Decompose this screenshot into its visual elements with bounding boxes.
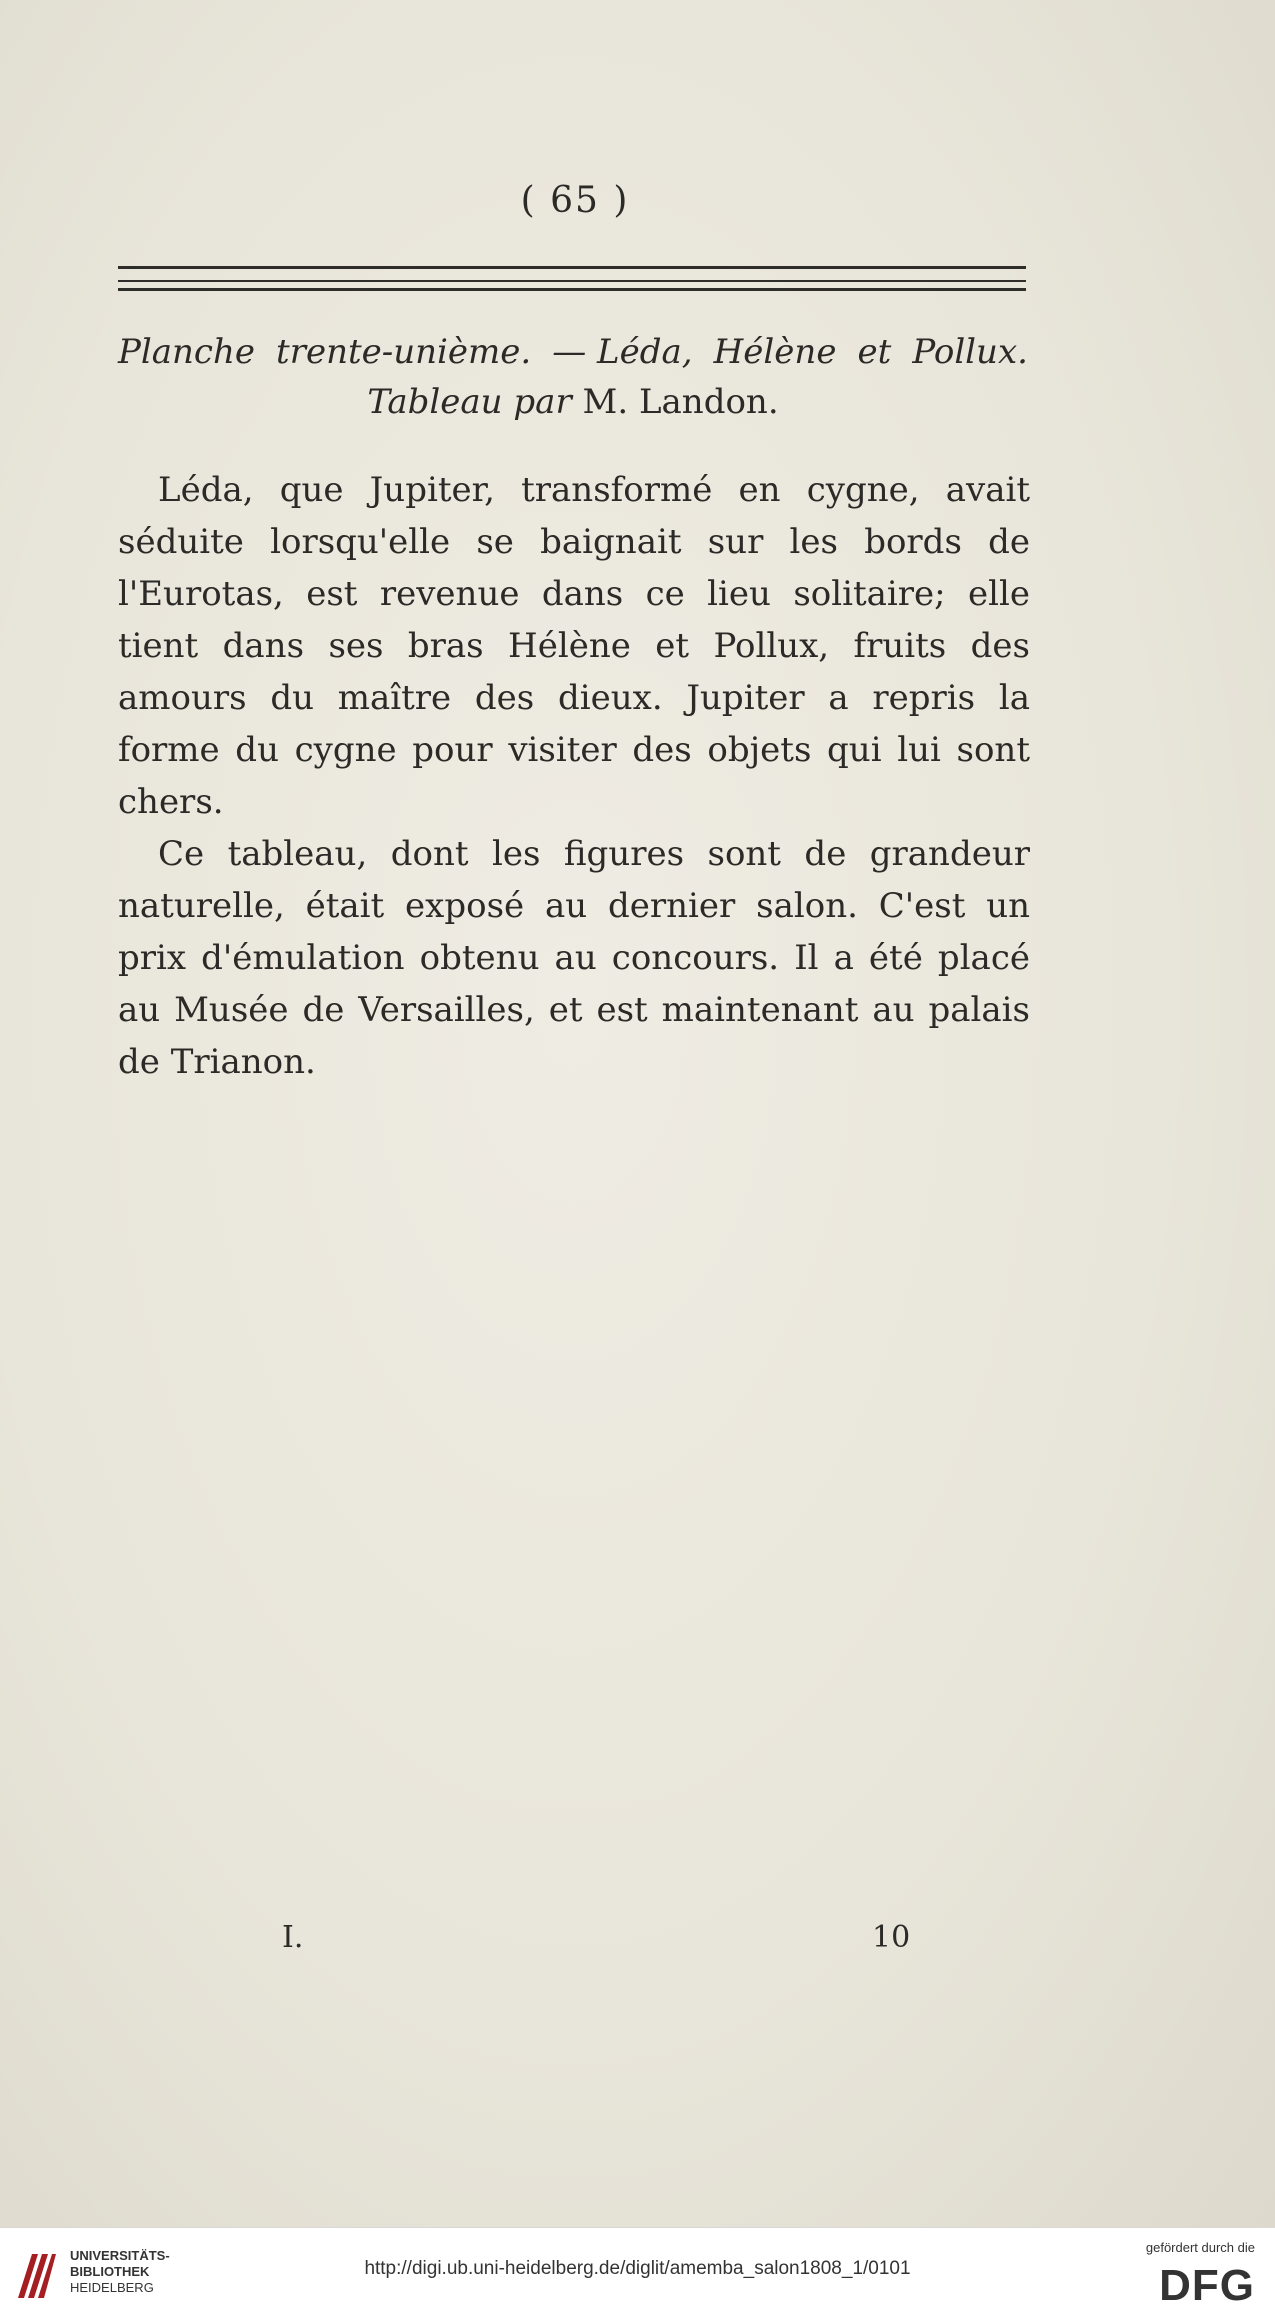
heading-word: Hélène xyxy=(713,332,837,372)
library-name-line: UNIVERSITÄTS- xyxy=(70,2248,170,2263)
heading-word: — Léda, xyxy=(552,332,693,372)
double-rule-middle xyxy=(118,280,1026,282)
dfg-logo-icon: DFG xyxy=(1159,2261,1255,2310)
plate-heading xyxy=(118,328,1028,426)
paragraph: Ce tableau, dont les figures sont de grandeur naturelle, était exposé au dernier salon. C'est un prix d'émulation obtenu au concours. Il a été placé au Musée de Versailles, et est maintenant au palais de Trianon. xyxy=(118,834,1030,1082)
heading-word: Pollux. xyxy=(912,332,1028,372)
paragraph: Léda, que Jupiter, transformé en cygne, avait séduite lorsqu'elle se baignait sur les bords de l'Eurotas, est revenue dans ce lieu solitaire; elle tient dans ses bras Hélène et Pollux, fruits des amours du maître des dieux. Jupiter a repris la forme du cygne pour visiter des objets qui lui sont chers. xyxy=(118,470,1030,822)
digitization-footer xyxy=(0,2227,1275,2318)
double-rule-top xyxy=(118,266,1026,269)
signature-mark-left: I. xyxy=(282,1920,304,1955)
double-rule-bottom xyxy=(118,288,1026,291)
heading-word: Planche xyxy=(118,332,255,372)
signature-mark-right: 10 xyxy=(872,1920,911,1955)
permalink-url[interactable]: http://digi.ub.uni-heidelberg.de/diglit/amemba_salon1808_1/0101 xyxy=(364,2258,911,2279)
heading-word: M. Landon. xyxy=(582,382,779,422)
heading-word: trente-unième. xyxy=(276,332,532,372)
heading-line-1 xyxy=(118,328,1028,376)
funding-note: gefördert durch die xyxy=(1145,2240,1255,2255)
heading-line-2 xyxy=(118,378,1028,426)
library-name-line: BIBLIOTHEK xyxy=(70,2264,150,2279)
body-text xyxy=(118,464,1030,1088)
heading-word: par xyxy=(513,382,572,422)
library-name-line: HEIDELBERG xyxy=(70,2280,154,2295)
page-number: ( 65 ) xyxy=(520,180,630,221)
heading-word: et xyxy=(857,332,892,372)
heading-word: Tableau xyxy=(367,382,503,422)
